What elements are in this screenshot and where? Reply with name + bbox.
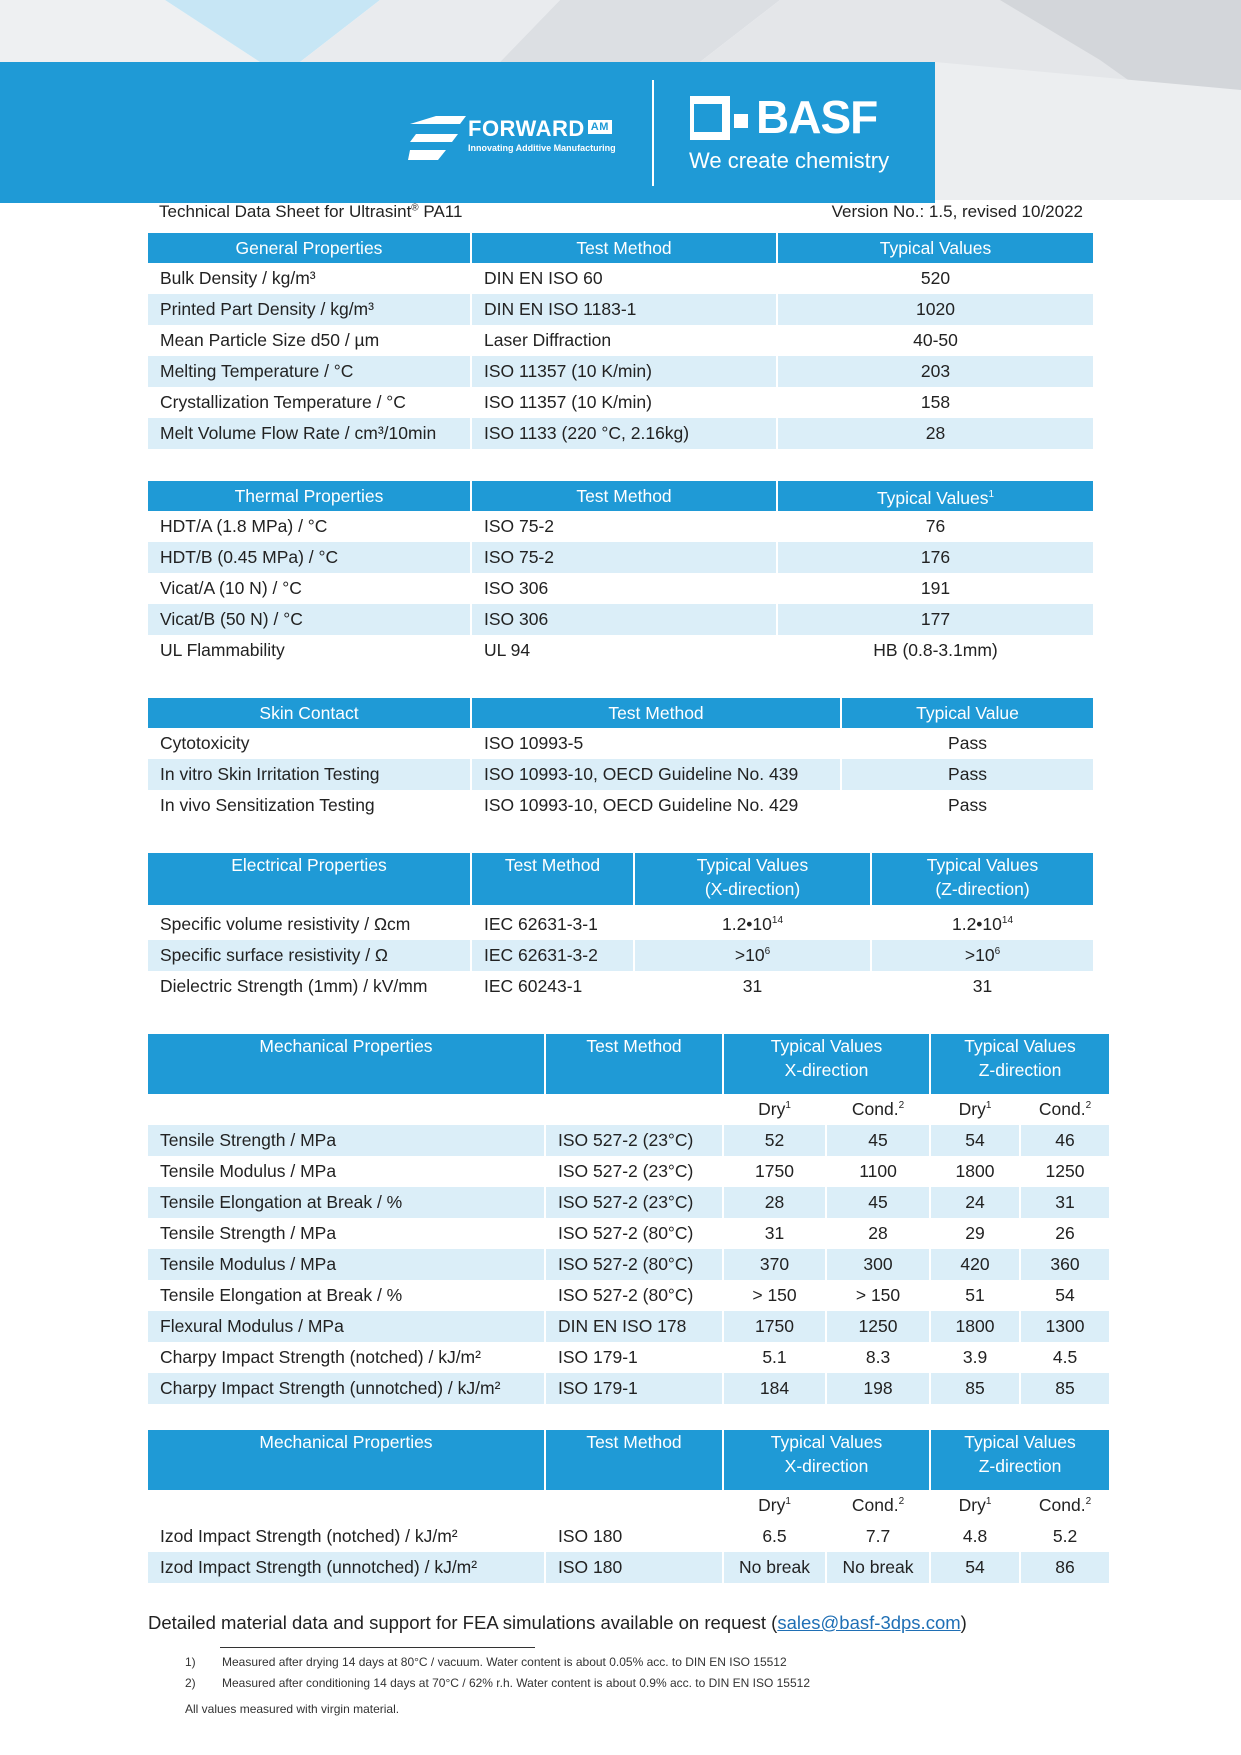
table-cell: ISO 179-1 xyxy=(546,1342,724,1373)
table-cell: Izod Impact Strength (unnotched) / kJ/m² xyxy=(148,1552,546,1583)
table-cell: ISO 179-1 xyxy=(546,1373,724,1404)
table-row xyxy=(148,1249,1109,1280)
table-cell: 40-50 xyxy=(913,330,958,350)
table-row xyxy=(148,263,1093,294)
table-row xyxy=(148,604,1093,635)
table-row xyxy=(148,728,1093,759)
table-cell: 191 xyxy=(920,578,951,598)
table-cell: Bulk Density / kg/m³ xyxy=(148,263,472,294)
table-cell: Vicat/A (10 N) / °C xyxy=(148,573,472,604)
fea-support-note: Detailed material data and support for FEA simulations available on request (sales@basf-3dps.com) xyxy=(148,1612,967,1633)
table-cell: $>10^6$ xyxy=(872,940,1093,971)
table-cell: ISO 11357 (10 K/min) xyxy=(472,356,778,387)
table-cell: 31 xyxy=(1021,1187,1109,1218)
table-cell: 184 xyxy=(724,1373,827,1404)
column-header: Typical Values$^1$ xyxy=(778,481,1093,511)
table-cell: 420 xyxy=(931,1249,1021,1280)
table-cell: 1800 xyxy=(931,1311,1021,1342)
table-cell: 177 xyxy=(778,604,1093,635)
column-header: Mechanical Properties xyxy=(148,1430,546,1490)
subheader-cond: Cond.$^2$ xyxy=(1038,1099,1092,1119)
document-title: Technical Data Sheet for Ultrasint® PA11 xyxy=(159,202,463,221)
table-row xyxy=(148,1125,1109,1156)
table-cell: 1750 xyxy=(724,1156,827,1187)
table-cell: UL Flammability xyxy=(148,635,472,666)
table-row xyxy=(148,971,1093,1002)
footnote-virgin-material: All values measured with virgin material. xyxy=(185,1702,400,1716)
table-cell: IEC 62631-3-2 xyxy=(472,940,635,971)
table-row xyxy=(148,1342,1109,1373)
table-cell: ISO 75-2 xyxy=(472,542,778,573)
subheader-dry: Dry$^1$ xyxy=(724,1490,827,1521)
table-row xyxy=(148,325,1093,356)
table-cell: 51 xyxy=(931,1280,1021,1311)
impact-properties-table xyxy=(148,1430,1109,1583)
table-cell: ISO 10993-10, OECD Guideline No. 439 xyxy=(472,759,842,790)
table-cell: Tensile Elongation at Break / % xyxy=(148,1187,546,1218)
table-cell: $1.2•10^{14}$ xyxy=(635,909,872,940)
column-header: Typical Values (Z-direction) xyxy=(872,853,1093,905)
table-row xyxy=(148,790,1093,821)
table-cell: ISO 10993-5 xyxy=(472,728,842,759)
column-header: Test Method xyxy=(472,481,778,511)
table-cell: Laser Diffraction xyxy=(472,325,778,356)
subheader-cond: Cond.$^2$ xyxy=(827,1094,931,1125)
column-header: Typical Values (X-direction) xyxy=(635,853,872,905)
table-cell: 7.7 xyxy=(827,1521,931,1552)
table-row xyxy=(148,387,1093,418)
table-cell: Pass xyxy=(948,733,987,753)
table-cell: ISO 10993-10, OECD Guideline No. 429 xyxy=(472,790,842,821)
table-cell: ISO 180 xyxy=(546,1552,724,1583)
table-cell: No break xyxy=(724,1552,827,1583)
basf-wordmark: BASF xyxy=(756,91,878,143)
table-cell: 28 xyxy=(778,418,1093,449)
table-cell: 1250 xyxy=(1045,1161,1085,1181)
forward-tagline: Innovating Additive Manufacturing xyxy=(468,143,616,153)
table-cell: 54 xyxy=(1055,1285,1075,1305)
subheader-dry: Dry$^1$ xyxy=(724,1094,827,1125)
footnote-divider xyxy=(220,1647,535,1648)
table-cell: ISO 75-2 xyxy=(472,511,778,542)
column-header: Typical Values Z-direction xyxy=(931,1430,1109,1490)
table-cell: Pass xyxy=(948,795,987,815)
table-cell: 176 xyxy=(778,542,1093,573)
table-cell: 31 xyxy=(635,971,872,1002)
subheader-dry: Dry$^1$ xyxy=(931,1490,1021,1521)
table-row xyxy=(148,1280,1109,1311)
table-cell: HB (0.8-3.1mm) xyxy=(873,640,998,660)
table-cell: HDT/A (1.8 MPa) / °C xyxy=(148,511,472,542)
table-cell: 54 xyxy=(931,1125,1021,1156)
column-header: Test Method xyxy=(472,698,842,728)
table-cell: Izod Impact Strength (notched) / kJ/m² xyxy=(148,1521,546,1552)
table-cell: 158 xyxy=(920,392,951,412)
table-cell: ISO 306 xyxy=(472,573,778,604)
subheader-row xyxy=(148,1490,1109,1521)
subheader-dry: Dry$^1$ xyxy=(931,1094,1021,1125)
table-cell: ISO 527-2 (80°C) xyxy=(546,1249,724,1280)
column-header: Typical Values X-direction xyxy=(724,1430,931,1490)
table-cell: 5.1 xyxy=(724,1342,827,1373)
logo-divider xyxy=(652,80,654,186)
table-cell: 31 xyxy=(724,1218,827,1249)
table-cell: 1250 xyxy=(827,1311,931,1342)
table-cell: $1.2•10^{14}$ xyxy=(951,914,1014,934)
table-row xyxy=(148,418,1093,449)
table-cell: 6.5 xyxy=(724,1521,827,1552)
table-cell: Dielectric Strength (1mm) / kV/mm xyxy=(148,971,472,1002)
table-cell: 1750 xyxy=(724,1311,827,1342)
table-cell: Flexural Modulus / MPa xyxy=(148,1311,546,1342)
table-cell: Crystallization Temperature / °C xyxy=(148,387,472,418)
table-cell: Melting Temperature / °C xyxy=(148,356,472,387)
table-cell: Printed Part Density / kg/m³ xyxy=(148,294,472,325)
table-cell: 4.8 xyxy=(931,1521,1021,1552)
table-cell: Cytotoxicity xyxy=(148,728,472,759)
table-cell: 29 xyxy=(931,1218,1021,1249)
table-row xyxy=(148,759,1093,790)
table-cell: 198 xyxy=(827,1373,931,1404)
table-row xyxy=(148,511,1093,542)
table-cell: In vivo Sensitization Testing xyxy=(148,790,472,821)
column-header: Test Method xyxy=(546,1034,724,1094)
table-cell: > 150 xyxy=(724,1280,827,1311)
table-cell: 24 xyxy=(931,1187,1021,1218)
table-cell: 85 xyxy=(1021,1373,1109,1404)
table-row xyxy=(148,1311,1109,1342)
table-row xyxy=(148,1187,1109,1218)
table-cell: 1100 xyxy=(827,1156,931,1187)
column-header: Typical Values xyxy=(778,233,1093,263)
column-header: Skin Contact xyxy=(148,698,472,728)
table-cell: 46 xyxy=(1021,1125,1109,1156)
table-cell: > 150 xyxy=(827,1280,931,1311)
table-cell: Specific volume resistivity / Ωcm xyxy=(148,909,472,940)
table-cell: ISO 11357 (10 K/min) xyxy=(472,387,778,418)
table-cell: ISO 1133 (220 °C, 2.16kg) xyxy=(472,418,778,449)
table-cell: 8.3 xyxy=(827,1342,931,1373)
document-version: Version No.: 1.5, revised 10/2022 xyxy=(831,202,1083,221)
column-header: Thermal Properties xyxy=(148,481,472,511)
table-row xyxy=(148,573,1093,604)
table-row xyxy=(148,635,1093,666)
table-cell: Charpy Impact Strength (unnotched) / kJ/m² xyxy=(148,1373,546,1404)
table-cell: Tensile Modulus / MPa xyxy=(148,1249,546,1280)
table-cell: 1300 xyxy=(1021,1311,1109,1342)
table-cell: 360 xyxy=(1021,1249,1109,1280)
table-cell: IEC 60243-1 xyxy=(472,971,635,1002)
table-cell: 1800 xyxy=(931,1156,1021,1187)
table-cell: Pass xyxy=(842,759,1093,790)
electrical-properties-table xyxy=(148,853,1093,1002)
table-cell: Mean Particle Size d50 / µm xyxy=(148,325,472,356)
table-row xyxy=(148,909,1093,940)
table-cell: 1020 xyxy=(778,294,1093,325)
table-cell: IEC 62631-3-1 xyxy=(472,909,635,940)
table-row xyxy=(148,940,1093,971)
table-cell: Tensile Strength / MPa xyxy=(148,1125,546,1156)
table-cell: 300 xyxy=(827,1249,931,1280)
table-cell: DIN EN ISO 1183-1 xyxy=(472,294,778,325)
table-cell: ISO 527-2 (80°C) xyxy=(546,1218,724,1249)
table-cell: 45 xyxy=(827,1125,931,1156)
table-cell: 45 xyxy=(827,1187,931,1218)
sales-email-link[interactable]: sales@basf-3dps.com xyxy=(777,1612,961,1633)
table-cell: 52 xyxy=(724,1125,827,1156)
table-row xyxy=(148,1521,1109,1552)
table-row xyxy=(148,1552,1109,1583)
table-cell: 76 xyxy=(925,516,946,536)
table-cell: No break xyxy=(827,1552,931,1583)
table-cell: ISO 527-2 (23°C) xyxy=(546,1156,724,1187)
table-row xyxy=(148,1156,1109,1187)
column-header: Test Method xyxy=(472,233,778,263)
table-cell: In vitro Skin Irritation Testing xyxy=(148,759,472,790)
column-header: Typical Value xyxy=(842,698,1093,728)
table-cell: Specific surface resistivity / Ω xyxy=(148,940,472,971)
skin-contact-table xyxy=(148,698,1093,821)
table-cell: UL 94 xyxy=(472,635,778,666)
column-header: General Properties xyxy=(148,233,472,263)
subheader-cond: Cond.$^2$ xyxy=(1038,1495,1092,1515)
table-cell: 370 xyxy=(724,1249,827,1280)
table-row xyxy=(148,1373,1109,1404)
table-cell: HDT/B (0.45 MPa) / °C xyxy=(148,542,472,573)
table-cell: Tensile Elongation at Break / % xyxy=(148,1280,546,1311)
thermal-properties-table xyxy=(148,481,1093,666)
table-cell: 520 xyxy=(920,268,951,288)
table-cell: ISO 180 xyxy=(546,1521,724,1552)
table-cell: DIN EN ISO 178 xyxy=(546,1311,724,1342)
column-header: Typical Values X-direction xyxy=(724,1034,931,1094)
column-header: Test Method xyxy=(546,1430,724,1490)
mechanical-properties-table xyxy=(148,1034,1109,1404)
column-header: Mechanical Properties xyxy=(148,1034,546,1094)
table-cell: 203 xyxy=(778,356,1093,387)
table-cell: ISO 527-2 (23°C) xyxy=(546,1125,724,1156)
table-row xyxy=(148,542,1093,573)
table-cell: 3.9 xyxy=(931,1342,1021,1373)
table-cell: Tensile Modulus / MPa xyxy=(148,1156,546,1187)
table-cell: Vicat/B (50 N) / °C xyxy=(148,604,472,635)
table-cell: 86 xyxy=(1021,1552,1109,1583)
table-cell: 54 xyxy=(931,1552,1021,1583)
general-properties-table xyxy=(148,233,1093,449)
table-cell: ISO 527-2 (80°C) xyxy=(546,1280,724,1311)
forward-wordmark: FORWARD AM xyxy=(468,116,612,142)
column-header: Test Method xyxy=(472,853,635,905)
table-cell: Tensile Strength / MPa xyxy=(148,1218,546,1249)
column-header: Electrical Properties xyxy=(148,853,472,905)
table-row xyxy=(148,294,1093,325)
table-cell: ISO 527-2 (23°C) xyxy=(546,1187,724,1218)
table-row xyxy=(148,1218,1109,1249)
table-cell: Charpy Impact Strength (notched) / kJ/m² xyxy=(148,1342,546,1373)
table-cell: Melt Volume Flow Rate / cm³/10min xyxy=(148,418,472,449)
table-cell: DIN EN ISO 60 xyxy=(472,263,778,294)
table-cell: 4.5 xyxy=(1052,1347,1078,1367)
table-cell: $>10^6$ xyxy=(635,940,872,971)
table-cell: 28 xyxy=(827,1218,931,1249)
table-row xyxy=(148,356,1093,387)
table-cell: 28 xyxy=(724,1187,827,1218)
subheader-cond: Cond.$^2$ xyxy=(827,1490,931,1521)
subheader-row xyxy=(148,1094,1109,1125)
table-cell: 26 xyxy=(1055,1223,1075,1243)
table-cell: ISO 306 xyxy=(472,604,778,635)
basf-slogan: We create chemistry xyxy=(689,148,890,173)
table-cell: 31 xyxy=(972,976,993,996)
table-cell: 5.2 xyxy=(1052,1526,1078,1546)
table-cell: 85 xyxy=(931,1373,1021,1404)
column-header: Typical Values Z-direction xyxy=(931,1034,1109,1094)
